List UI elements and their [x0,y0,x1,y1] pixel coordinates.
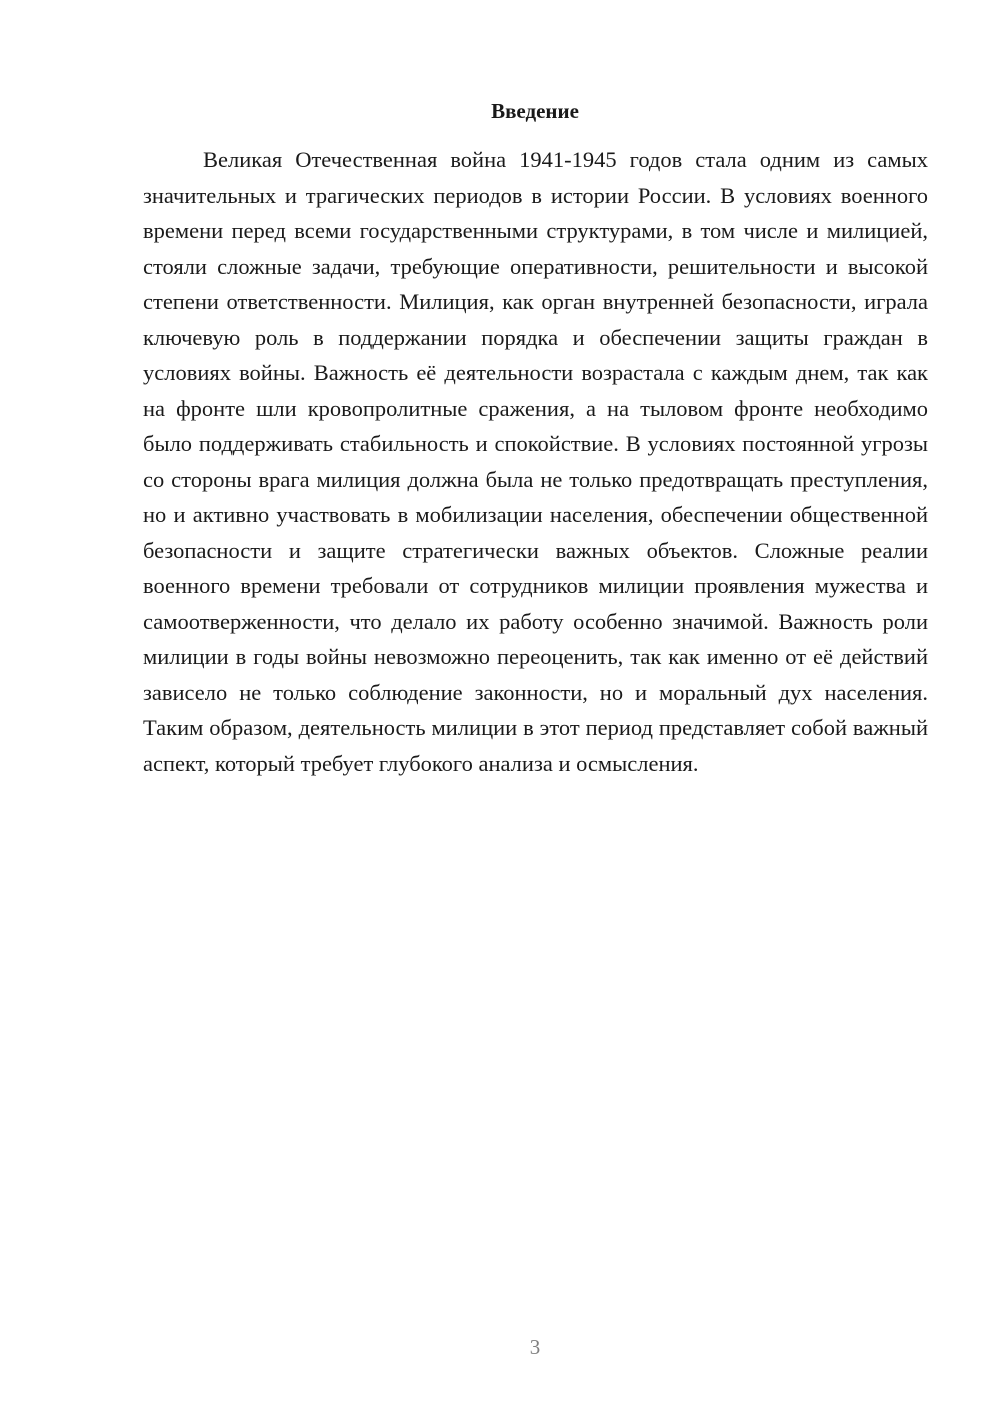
body-paragraph: Великая Отечественная война 1941-1945 годов стала одним из самых значительных и трагических периодов в истории России. В условиях военного времени перед всеми государственными структурами, в том числе и милицией, стояли сложные задачи, требующие оперативности, решительности и высокой степени ответственности. Милиция, как орган внутренней безопасности, играла ключевую роль в поддержании порядка и обеспечении защиты граждан в условиях войны. Важность её деятельности возрастала с каждым днем, так как на фронте шли кровопролитные сражения, а на тыловом фронте необходимо было поддерживать стабильность и спокойствие. В условиях постоянной угрозы со стороны врага милиция должна была не только предотвращать преступления, но и активно участвовать в мобилизации населения, обеспечении общественной безопасности и защите стратегически важных объектов. Сложные реалии военного времени требовали от сотрудников милиции проявления мужества и самоотверженности, что делало их работу особенно значимой. Важность роли милиции в годы войны невозможно переоценить, так как именно от её действий зависело не только соблюдение законности, но и моральный дух населения. Таким образом, деятельность милиции в этот период представляет собой важный аспект, который требует глубокого анализа и осмысления. [143,147,928,776]
section-heading: Введение [491,99,579,123]
page-number: 3 [529,1335,541,1359]
